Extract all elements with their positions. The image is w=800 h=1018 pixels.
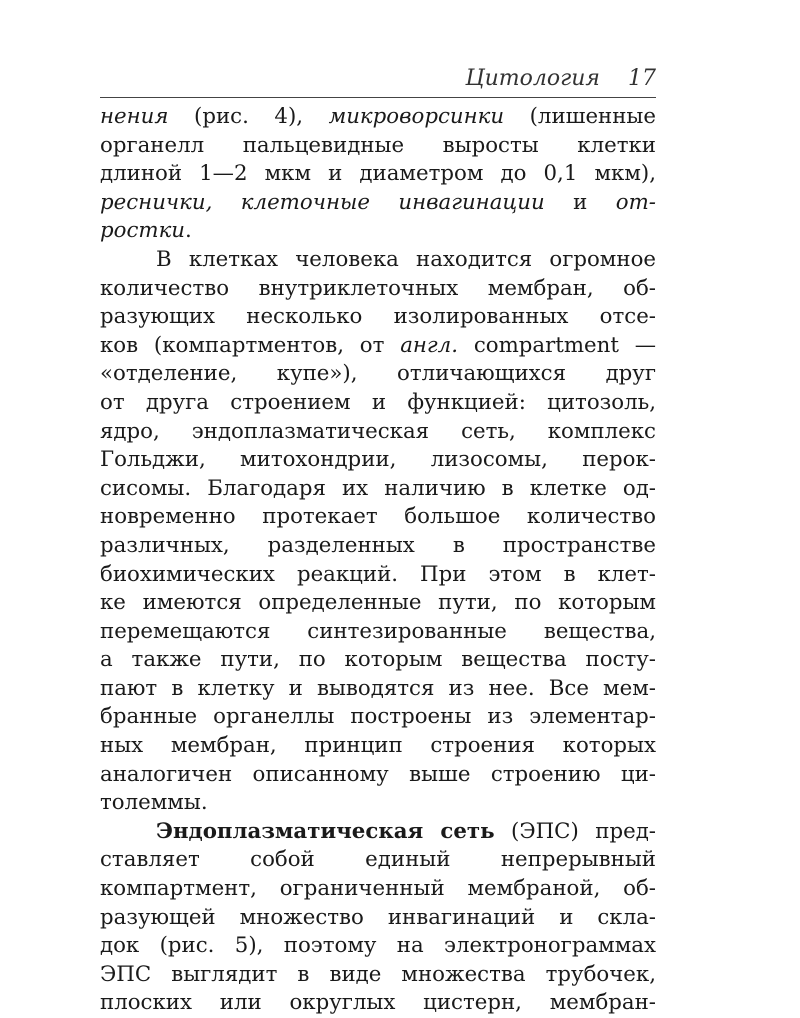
italic-term: от- [615, 189, 656, 215]
text-line [100, 246, 656, 275]
text-run: ке имеются определенные пути, по которым [100, 590, 656, 616]
text-run: док (рис. 5), поэтому на электронограммах [100, 933, 656, 959]
text-run: биохимических реакций. При этом в клет- [100, 561, 656, 587]
text-run: компартмент, ограниченный мембраной, об- [100, 876, 656, 902]
header-rule [100, 97, 656, 98]
italic-term: ростки [100, 218, 186, 244]
running-title: Цитология [465, 66, 600, 91]
text-line [100, 732, 656, 761]
text-run: разующих несколько изолированных отсе- [100, 304, 656, 330]
text-line [100, 618, 656, 647]
text-line [100, 332, 656, 361]
text-run: толеммы. [100, 790, 208, 816]
text-line [100, 275, 656, 304]
text-line [100, 160, 656, 189]
text-run: количество внутриклеточных мембран, об- [100, 275, 656, 301]
text-line [100, 303, 656, 332]
body-text [100, 103, 656, 1018]
text-run: ЭПС выглядит в виде множества трубочек, [100, 961, 656, 987]
text-run: аналогичен описанному выше строению ци- [100, 761, 656, 787]
text-run: бранные органеллы построены из элементар- [100, 704, 656, 730]
text-line [100, 846, 656, 875]
text-line [100, 532, 656, 561]
text-run: и [544, 189, 616, 215]
text-line [100, 589, 656, 618]
text-line [100, 875, 656, 904]
text-line [100, 761, 656, 790]
text-run: (рис. 4), [168, 104, 329, 129]
text-run: ядро, эндоплазматическая сеть, комплекс [100, 418, 656, 444]
text-line [100, 189, 656, 218]
text-line [100, 961, 656, 990]
text-line [100, 675, 656, 704]
text-line [100, 989, 656, 1018]
text-run: В клетках человека находится огромное [156, 246, 656, 272]
text-run: сисомы. Благодаря их наличию в клетке од- [100, 475, 656, 501]
text-line [100, 103, 656, 132]
italic-term: реснички, клеточные инвагинации [100, 189, 545, 215]
text-run: Гольджи, митохондрии, лизосомы, перок- [100, 447, 656, 473]
text-run: «отделение, купе»), отличающихся друг [100, 361, 656, 387]
text-run: от друга строением и функцией: цитозоль, [100, 389, 656, 415]
text-run: плоских или округлых цистерн, мембран- [100, 990, 656, 1016]
text-run: различных, разделенных в пространстве [100, 532, 656, 558]
text-line [100, 132, 656, 161]
text-run: ных мембран, принцип строения которых [100, 733, 656, 759]
text-line [100, 389, 656, 418]
text-run: compartment — [458, 332, 656, 358]
text-line [100, 418, 656, 447]
italic-term: микроворсинки [328, 104, 505, 129]
page-number: 17 [628, 66, 656, 91]
text-line [100, 818, 656, 847]
bold-term: Эндоплазматическая сеть [156, 818, 495, 844]
text-line [100, 503, 656, 532]
text-run: органелл пальцевидные выросты клетки [100, 132, 656, 158]
text-run: новременно протекает большое количество [100, 504, 656, 530]
text-run: (лишенные [504, 104, 656, 129]
text-run: а также пути, по которым вещества посту- [100, 647, 656, 673]
text-line [100, 789, 656, 818]
text-line [100, 904, 656, 933]
text-line [100, 360, 656, 389]
text-line [100, 646, 656, 675]
text-line [100, 446, 656, 475]
text-run: (ЭПС) пред- [494, 818, 656, 844]
text-run: разующей множество инвагинаций и скла- [100, 904, 656, 930]
text-run: пают в клетку и выводятся из нее. Все мем- [100, 675, 656, 701]
text-run: ков (компартментов, от [100, 332, 401, 358]
italic-term: нения [100, 104, 169, 129]
text-line [100, 703, 656, 732]
text-line [100, 932, 656, 961]
text-run: длиной 1—2 мкм и диаметром до 0,1 мкм), [100, 161, 656, 187]
text-run: ставляет собой единый непрерывный [100, 847, 656, 873]
text-run: . [185, 218, 192, 244]
text-line [100, 561, 656, 590]
running-header [100, 66, 656, 91]
text-line [100, 217, 656, 246]
text-line [100, 475, 656, 504]
italic-term: англ. [400, 332, 459, 358]
text-run: перемещаются синтезированные вещества, [100, 618, 656, 644]
